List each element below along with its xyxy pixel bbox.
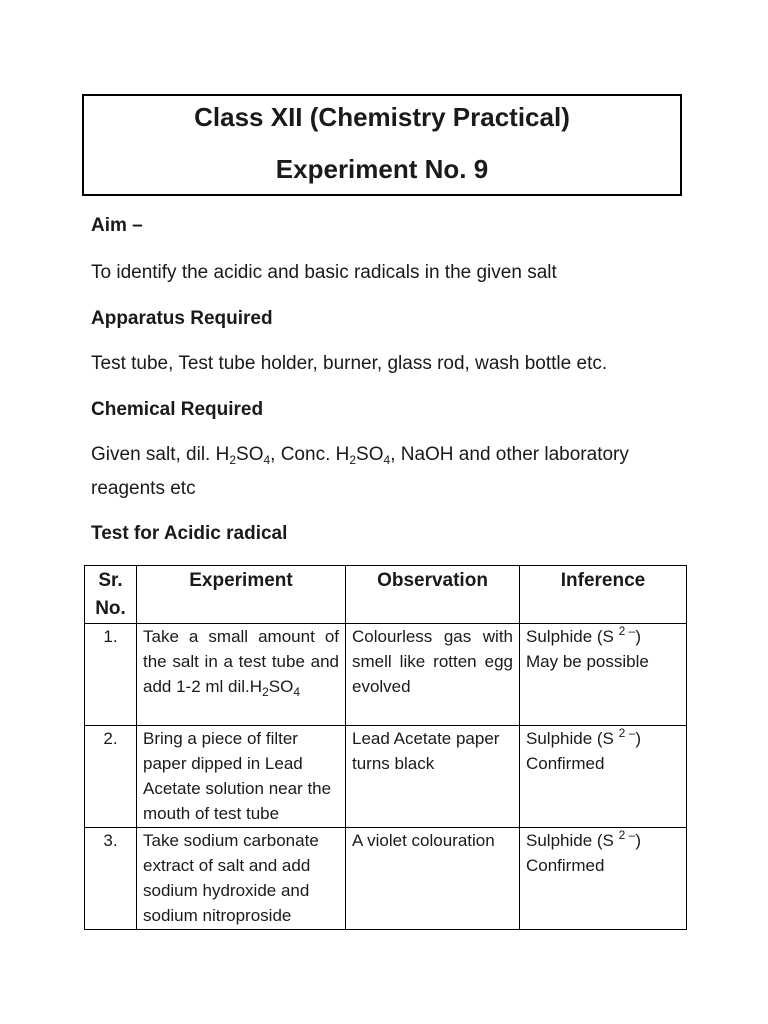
cell-inference: Sulphide (S $^{2 -}$) May be possible: [520, 624, 687, 726]
chemicals-heading: Chemical Required: [91, 399, 264, 420]
document-title: Class XII (Chemistry Practical): [194, 102, 570, 132]
cell-sr: 2.: [85, 726, 137, 828]
experiment-number: Experiment No. 9: [275, 154, 489, 184]
table-row: [85, 624, 687, 726]
cell-experiment: Bring a piece of filter paper dipped in Lead Acetate solution near the mouth of test tube: [137, 726, 346, 828]
apparatus-text: Test tube, Test tube holder, burner, glass rod, wash bottle etc.: [91, 353, 608, 374]
col-header-observation: Observation: [346, 566, 520, 624]
cell-sr: 3.: [85, 828, 137, 930]
table-row: [85, 828, 687, 930]
col-header-inference: Inference: [520, 566, 687, 624]
cell-inference: Sulphide (S $^{2 -}$) Confirmed: [520, 828, 687, 930]
title-box: [82, 94, 682, 196]
cell-sr: 1.: [85, 624, 137, 726]
cell-observation: A violet colouration: [346, 828, 520, 930]
cell-experiment: Take a small amount of the salt in a test tube and add 1-2 ml $dil.H_2SO_4$: [137, 624, 346, 726]
acid-radical-heading: Test for Acidic radical: [91, 523, 288, 544]
apparatus-heading: Apparatus Required: [91, 308, 273, 329]
acid-radical-table: [84, 565, 687, 930]
col-header-sr: Sr. No.: [85, 566, 137, 624]
table-header-row: [85, 566, 687, 624]
chemicals-text-line2: reagents etc: [91, 478, 196, 499]
chemicals-text-line1: Given salt, dil. $H_2SO_4$, Conc. $H_2SO_4$, NaOH and other laboratory: [91, 444, 629, 467]
cell-inference: Sulphide (S $^{2 -}$) Confirmed: [520, 726, 687, 828]
cell-observation: Lead Acetate paper turns black: [346, 726, 520, 828]
col-header-experiment: Experiment: [137, 566, 346, 624]
aim-text: To identify the acidic and basic radicals in the given salt: [91, 262, 557, 283]
cell-observation: Colourless gas with smell like rotten egg evolved: [346, 624, 520, 726]
cell-experiment: Take sodium carbonate extract of salt and add sodium hydroxide and sodium nitroproside: [137, 828, 346, 930]
aim-heading: Aim –: [91, 215, 143, 236]
table-row: [85, 726, 687, 828]
